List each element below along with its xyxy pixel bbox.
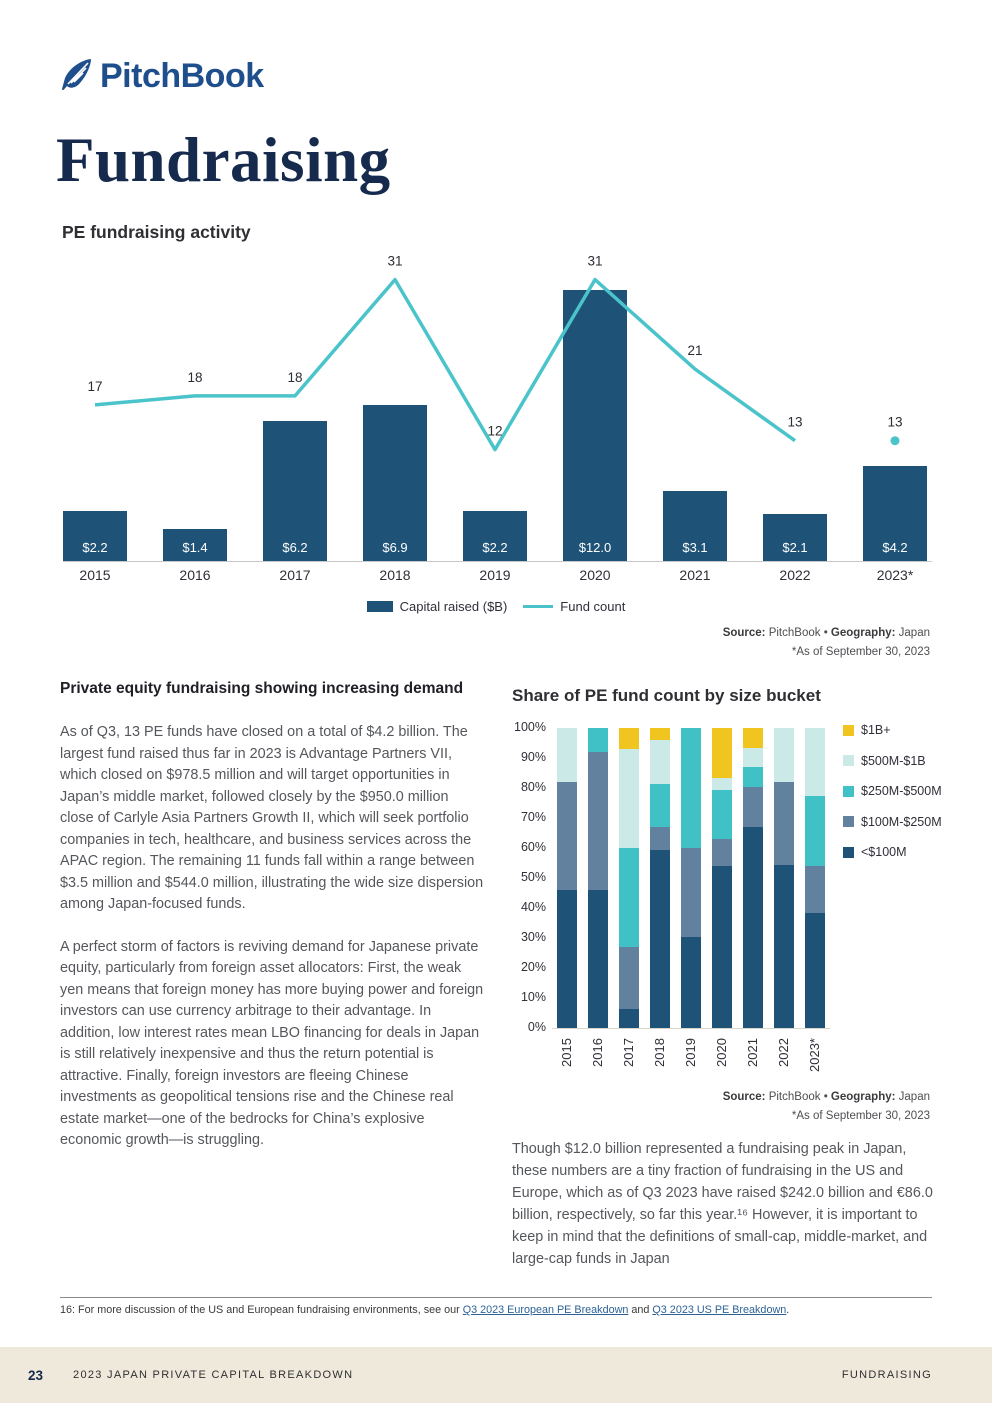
chart1-source [723, 624, 930, 662]
segment-<$100M [557, 890, 577, 1028]
source-value: PitchBook [765, 1091, 821, 1103]
bar-value-label: $6.2 [282, 540, 308, 555]
chart2-y-label: 70% [520, 810, 546, 824]
segment-$500M-$1B [557, 728, 577, 782]
chart1-x-label: 2023* [876, 567, 914, 583]
chart2-y-label: 50% [520, 870, 546, 884]
section-label: FUNDRAISING [841, 1369, 932, 1381]
footnote-link-european-pe-breakdown[interactable]: Q3 2023 European PE Breakdown [462, 1304, 629, 1316]
pitchbook-logo [58, 56, 264, 96]
segment-$250M-$500M [588, 728, 608, 752]
segment-$100M-$250M [805, 866, 825, 913]
chart2-x-label: 2016 [590, 1038, 605, 1067]
segment-$500M-$1B [774, 728, 794, 782]
chart2-x-label: 2020 [714, 1038, 729, 1067]
footnote-text: 16: For more discussion of the US and European fundraising environments, see our [60, 1304, 463, 1316]
body-paragraph-1: As of Q3, 13 PE funds have closed on a total of $4.2 billion. The largest fund raised thus far in 2023 is Advantage Partners VII, which closed on $978.5 million and will target opportunities in Japan’s middle market, followed closely by the $950.0 million close of Carlyle Asia Partners Growth II, which will seek portfolio companies in tech, healthcare, and business services across the APAC region. The remaining 11 funds fall within a range between $3.5 million and $544.0 million, illustrating the wide size dispersion among Japan-focused funds. [60, 724, 484, 912]
chart1-x-label: 2016 [179, 567, 211, 583]
segment-$250M-$500M [743, 767, 763, 787]
fund-count-label: 18 [287, 369, 303, 385]
chart2-y-label: 30% [520, 930, 546, 944]
bar-value-label: $6.9 [382, 540, 408, 555]
geography-value: Japan [895, 1091, 930, 1103]
footnote-text: . [786, 1304, 790, 1316]
footnote [60, 1304, 936, 1316]
legend-item-$100M-$250M [843, 815, 942, 829]
bar-value-label: $1.4 [182, 540, 208, 555]
source-label: Source: [722, 1091, 766, 1103]
chart2-x-label: 2023* [807, 1038, 822, 1072]
chart2-y-label: 20% [520, 960, 546, 974]
chart1-x-label: 2018 [379, 567, 411, 583]
fund-count-line [95, 280, 795, 450]
segment-$500M-$1B [805, 728, 825, 796]
chart2-y-label: 60% [520, 840, 546, 854]
chart1-x-label: 2019 [479, 567, 511, 583]
legend-capital-raised [367, 599, 508, 614]
legend-swatch-icon [843, 725, 854, 736]
left-column [60, 680, 484, 1152]
chart2-source [723, 1088, 930, 1126]
segment-$1B+ [712, 728, 732, 778]
stacked-bar-2015 [557, 728, 577, 1028]
stacked-bar-2017 [619, 728, 639, 1028]
fund-count-label: 31 [387, 253, 403, 269]
segment-<$100M [588, 890, 608, 1028]
legend-swatch-icon [843, 755, 854, 766]
fund-count-point-2023 [891, 436, 900, 445]
fund-count-label: 31 [587, 253, 603, 269]
legend-item-$500M-$1B [843, 754, 942, 768]
as-of-note: *As of September 30, 2023 [791, 1110, 930, 1122]
stacked-bar-2020 [712, 728, 732, 1028]
legend-fund-count [523, 599, 625, 614]
chart2-x-label: 2015 [559, 1038, 574, 1067]
chart2-y-label: 0% [527, 1020, 546, 1034]
bar-value-label: $2.2 [482, 540, 508, 555]
legend-label: $250M-$500M [861, 784, 942, 798]
segment-$250M-$500M [712, 790, 732, 840]
chart2-y-label: 10% [520, 990, 546, 1004]
bar-value-label: $3.1 [682, 540, 708, 555]
legend-label: $100M-$250M [861, 814, 942, 829]
legend-swatch-icon [843, 847, 854, 858]
segment-$500M-$1B [712, 778, 732, 790]
stacked-bar-2023* [805, 728, 825, 1028]
bar-value-label: $2.2 [82, 540, 108, 555]
body-paragraph-2: A perfect storm of factors is reviving demand for Japanese private equity, particularly from foreign asset allocators: First, the weak yen means that foreign money has more buying power and foreign investors can use currency arbitrage to their advantage. In addition, low interest rates mean LBO financing for deals in Japan is still relatively inexpensive and thus the return potential is attractive. Finally, foreign investors are fleeing Chinese investments as geopolitical tensions rise and the Chinese real estate market—one of the bedrocks for China’s explosive economic growth—is struggling. [60, 938, 484, 1148]
chart1-x-label: 2017 [279, 567, 311, 583]
footnote-link-us-pe-breakdown[interactable]: Q3 2023 US PE Breakdown [652, 1304, 787, 1316]
segment-$100M-$250M [774, 782, 794, 865]
capital-raised-swatch-icon [367, 601, 393, 612]
segment-<$100M [743, 827, 763, 1028]
segment-$100M-$250M [681, 848, 701, 937]
segment-$100M-$250M [650, 827, 670, 850]
segment-$250M-$500M [681, 728, 701, 848]
legend-label: $500M-$1B [861, 753, 926, 768]
segment-<$100M [650, 850, 670, 1029]
segment-$1B+ [650, 728, 670, 740]
stacked-bar-2018 [650, 728, 670, 1028]
fund-count-label: 13 [887, 414, 903, 430]
segment-<$100M [681, 937, 701, 1029]
chart2-y-label: 40% [520, 900, 546, 914]
legend-fund-count-label: Fund count [560, 599, 626, 614]
chart1-title: PE fundraising activity [62, 222, 251, 242]
source-label: Source: [722, 627, 766, 639]
geography-label: Geography: [830, 627, 896, 639]
fund-count-label: 21 [687, 343, 703, 359]
legend-item-<$100M [843, 845, 942, 859]
segment-<$100M [805, 913, 825, 1029]
chart1-x-label: 2020 [579, 567, 611, 583]
segment-$500M-$1B [619, 749, 639, 848]
chart1-x-label: 2022 [779, 567, 811, 583]
segment-$100M-$250M [588, 752, 608, 890]
legend-label: $1B+ [861, 723, 891, 737]
chart1-x-label: 2021 [679, 567, 711, 583]
geography-value: Japan [895, 627, 930, 639]
fund-count-label: 13 [787, 414, 803, 430]
legend-swatch-icon [843, 786, 854, 797]
footnote-divider [60, 1297, 932, 1298]
chart1-legend [0, 599, 992, 614]
segment-<$100M [712, 866, 732, 1028]
section-heading: Private equity fundraising showing increasing demand [60, 680, 464, 697]
pitchbook-wordmark: PitchBook [100, 56, 264, 95]
chart2-x-axis [552, 1028, 830, 1029]
body-paragraph-3: Though $12.0 billion represented a fundraising peak in Japan, these numbers are a tiny fraction of fundraising in the US and Europe, which as of Q3 2023 have raised $242.0 billion and €86.0 billion, respectively, so far this year.¹⁶ However, it is important to keep in mind that the definitions of small-cap, middle-market, and large-cap funds in Japan [512, 1141, 933, 1267]
segment-$500M-$1B [743, 748, 763, 768]
chart2-legend [843, 723, 942, 876]
geography-label: Geography: [830, 1091, 896, 1103]
chart2-title: Share of PE fund count by size bucket [512, 686, 821, 705]
legend-capital-raised-label: Capital raised ($B) [399, 599, 508, 614]
segment-$250M-$500M [650, 784, 670, 828]
bar-value-label: $12.0 [578, 540, 612, 555]
pe-fundraising-activity-chart [63, 253, 932, 583]
size-bucket-chart [512, 715, 952, 1095]
bar-value-label: $2.1 [782, 540, 808, 555]
chart1-x-label: 2015 [79, 567, 111, 583]
segment-<$100M [774, 865, 794, 1029]
segment-$100M-$250M [712, 839, 732, 866]
fund-count-line-swatch-icon [523, 605, 553, 609]
chart2-x-label: 2021 [745, 1038, 760, 1067]
legend-label: <$100M [861, 845, 907, 859]
legend-item-$1B+ [843, 723, 942, 737]
legend-swatch-icon [843, 816, 854, 827]
stacked-bar-2021 [743, 728, 763, 1028]
fund-count-label: 18 [187, 369, 203, 385]
source-separator: • [820, 627, 831, 639]
chart2-y-label: 90% [520, 750, 546, 764]
chart2-y-label: 80% [520, 780, 546, 794]
bar-value-label: $4.2 [882, 540, 908, 555]
chart1-x-axis [63, 561, 932, 562]
stacked-bar-2022 [774, 728, 794, 1028]
segment-$250M-$500M [805, 796, 825, 867]
source-separator: • [820, 1091, 831, 1103]
segment-$100M-$250M [619, 947, 639, 1009]
segment-$250M-$500M [619, 848, 639, 947]
report-title: 2023 JAPAN PRIVATE CAPITAL BREAKDOWN [73, 1369, 354, 1381]
page-footer [0, 1347, 992, 1403]
segment-$1B+ [743, 728, 763, 748]
segment-$100M-$250M [743, 787, 763, 828]
stacked-bar-2016 [588, 728, 608, 1028]
page-title: Fundraising [56, 125, 391, 195]
fund-count-label: 12 [487, 423, 503, 439]
chart2-x-label: 2017 [621, 1038, 636, 1067]
segment-$500M-$1B [650, 740, 670, 784]
chart2-x-label: 2018 [652, 1038, 667, 1067]
segment-$1B+ [619, 728, 639, 749]
stacked-bar-2019 [681, 728, 701, 1028]
legend-item-$250M-$500M [843, 784, 942, 798]
chart2-x-label: 2022 [776, 1038, 791, 1067]
chart2-x-label: 2019 [683, 1038, 698, 1067]
segment-<$100M [619, 1009, 639, 1029]
source-value: PitchBook [765, 627, 821, 639]
segment-$100M-$250M [557, 782, 577, 890]
footnote-text: and [628, 1304, 653, 1316]
chart2-y-label: 100% [514, 720, 546, 734]
quill-icon [58, 56, 96, 96]
as-of-note: *As of September 30, 2023 [791, 646, 930, 658]
fund-count-label: 17 [87, 378, 103, 394]
page-number: 23 [28, 1367, 44, 1383]
